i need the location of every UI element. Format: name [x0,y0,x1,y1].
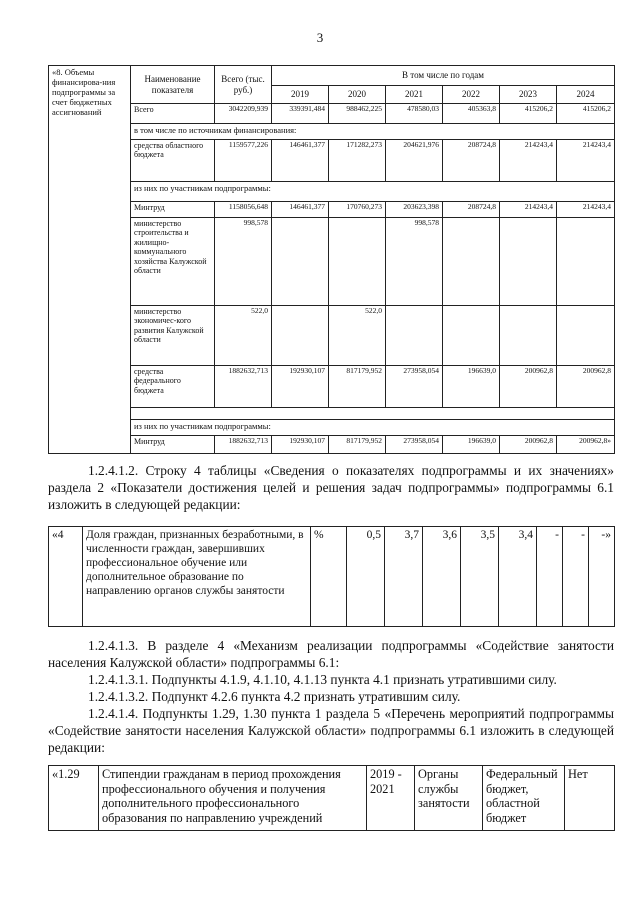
cell-value: 0,5 [347,527,385,627]
cell-value: 208724,8 [443,140,500,182]
row-label: средства областного бюджета [131,140,215,182]
cell-value: 146461,377 [272,140,329,182]
year-header: 2021 [386,86,443,104]
row-label: средства федерального бюджета [131,366,215,408]
cell-value: 146461,377 [272,202,329,218]
col-name-header: Наименование показателя [131,66,215,104]
cell-value: 998,578 [215,218,272,306]
table-row [49,218,615,306]
cell-value: 214243,4 [557,202,615,218]
cell-value: 200962,8 [557,366,615,408]
sources-subheader: в том числе по источникам финансирования: [131,124,615,140]
cell-value: 405363,8 [443,104,500,124]
cell-value: 273958,054 [386,436,443,454]
cell-value: 1159577,226 [215,140,272,182]
cell-value: 1158056,648 [215,202,272,218]
cell-value: 196639,0 [443,436,500,454]
cell-value: 3,7 [385,527,423,627]
cell-value: - [563,527,589,627]
cell-value: 339391,484 [272,104,329,124]
measures-table [48,765,615,831]
cell-value: 817179,952 [329,366,386,408]
years-header: В том числе по годам [272,66,615,86]
cell-value: 3042209,939 [215,104,272,124]
funding-source: Федеральный бюджет, областной бюджет [483,766,565,831]
paragraph-4: 1.2.4.1.3.2. Подпункт 4.2.6 пункта 4.2 признать утратившим силу. [88,689,461,704]
page-number: 3 [316,30,324,45]
indicator-table [48,526,615,627]
financing-table [48,65,615,454]
cell-value: 200962,8 [500,436,557,454]
table-row [49,366,615,408]
cell-value: 478580,03 [386,104,443,124]
paragraph-1: 1.2.4.1.2. Строку 4 таблицы «Сведения о показателях подпрограммы и их значениях» раздела 2 «Показатели достижения целей и решения задач подпрограммы» подпрограммы 6.1 изложить в следующей редакции: [48,463,614,512]
cell-value: 192930,107 [272,436,329,454]
year-header: 2020 [329,86,386,104]
row-number: «1.29 [49,766,99,831]
row-number: «4 [49,527,83,627]
cell-value: 817179,952 [329,436,386,454]
table-row [49,527,615,627]
year-header: 2019 [272,86,329,104]
cell-value: -» [589,527,615,627]
cell-value: 171282,273 [329,140,386,182]
row-label: Минтруд [131,436,215,454]
year-header: 2022 [443,86,500,104]
cell-value: 3,5 [461,527,499,627]
cell-value: 415206,2 [557,104,615,124]
period: 2019 - 2021 [367,766,415,831]
table-row [49,436,615,454]
extra-value: Нет [565,766,615,831]
row-label: министерство строительства и жилищно-коммунального хозяйства Калужской области [131,218,215,306]
table-row [49,766,615,831]
cell-value: 208724,8 [443,202,500,218]
table-row [49,140,615,182]
paragraph-3: 1.2.4.1.3.1. Подпункты 4.1.9, 4.1.10, 4.1.13 пункта 4.1 признать утратившими силу. [88,672,557,687]
cell-value: 214243,4 [557,140,615,182]
table-row [49,104,615,124]
paragraph-5: 1.2.4.1.4. Подпункты 1.29, 1.30 пункта 1 раздела 5 «Перечень мероприятий подпрограммы «Содействие занятости населения Калужской области» подпрограммы 6.1 изложить в следующей редакции: [48,706,614,755]
row-label: Минтруд [131,202,215,218]
executor: Органы службы занятости [415,766,483,831]
row-label: министерство экономичес-кого развития Калужской области [131,306,215,366]
cell-value: 214243,4 [500,140,557,182]
participants-subheader: из них по участникам подпрограммы: [131,420,615,436]
cell-value: 200962,8 [500,366,557,408]
cell-value: 273958,054 [386,366,443,408]
cell-value: 988462,225 [329,104,386,124]
cell-value: 196639,0 [443,366,500,408]
table-row [49,202,615,218]
row-label: Всего [131,104,215,124]
measure-text: Стипендии гражданам в период прохождения профессионального обучения и получения дополнительного профессионального образования по направлению учреждений [99,766,367,831]
cell-value: 1882632,713 [215,436,272,454]
year-header: 2024 [557,86,615,104]
paragraph-2: 1.2.4.1.3. В разделе 4 «Механизм реализации подпрограммы «Содействие занятости населения Калужской области» подпрограммы 6.1: [48,638,614,670]
cell-value: 214243,4 [500,202,557,218]
cell-value: 192930,107 [272,366,329,408]
cell-value: 415206,2 [500,104,557,124]
cell-value: 998,578 [386,218,443,306]
cell-value: 1882632,713 [215,366,272,408]
cell-value: 204621,976 [386,140,443,182]
indicator-text: Доля граждан, признанных безработными, в численности граждан, завершивших профессиональное обучение или дополнительное образование по направлению органов службы занятости [83,527,311,627]
cell-value: 522,0 [329,306,386,366]
cell-value: 170760,273 [329,202,386,218]
cell-value: 522,0 [215,306,272,366]
cell-value: 3,4 [499,527,537,627]
cell-value: - [537,527,563,627]
participants-subheader: из них по участникам подпрограммы: [131,182,615,202]
cell-value: 200962,8» [557,436,615,454]
table-row [49,306,615,366]
unit: % [311,527,347,627]
cell-value: 203623,398 [386,202,443,218]
financing-section-label: «8. Объемы финансирова-ния подпрограммы за счет бюджетных ассигнований [49,66,131,454]
cell-value: 3,6 [423,527,461,627]
col-total-header: Всего (тыс. руб.) [215,66,272,104]
year-header: 2023 [500,86,557,104]
